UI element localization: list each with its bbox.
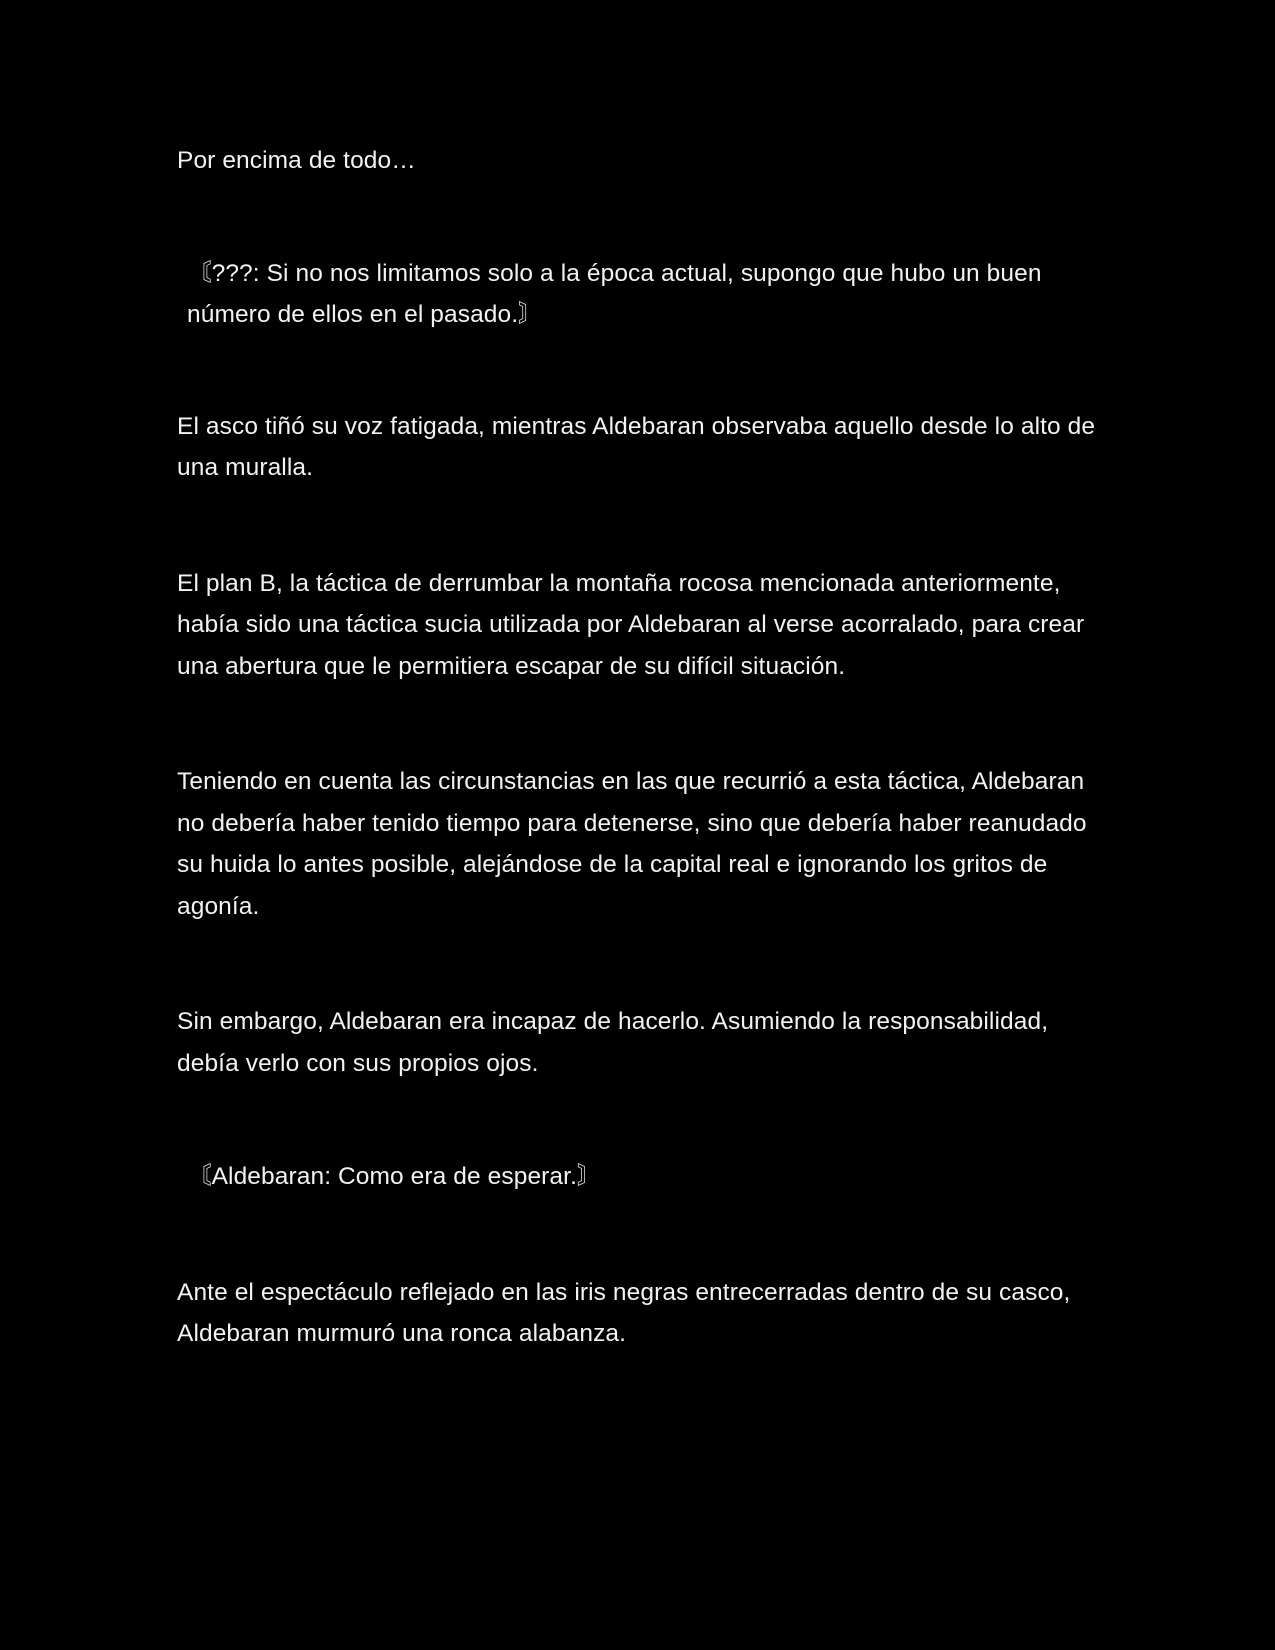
paragraph-4: Teniendo en cuenta las circunstancias en las que recurrió a esta táctica, Aldebaran no debería haber tenido tiempo para detenerse, sino que debería haber reanudado su huida lo antes posible, alejándose de la capital real e ignorando los gritos de agonía. (177, 768, 1087, 920)
paragraph-6: Ante el espectáculo reflejado en las iris negras entrecerradas dentro de su casco, Aldebaran murmuró una ronca alabanza. (177, 1278, 1071, 1347)
dialogue-aldebaran: 〘Aldebaran: Como era de esperar.〙 (187, 1163, 602, 1190)
document-body (177, 140, 1107, 1355)
paragraph-5: Sin embargo, Aldebaran era incapaz de hacerlo. Asumiendo la responsabilidad, debía verlo con sus propios ojos. (177, 1008, 1049, 1077)
paragraph-2: El asco tiñó su voz fatigada, mientras Aldebaran observaba aquello desde lo alto de una muralla. (177, 412, 1096, 481)
paragraph-1: Por encima de todo… (177, 147, 416, 174)
dialogue-unknown-speaker: 〘???: Si no nos limitamos solo a la época actual, supongo que hubo un buen número de ellos en el pasado.〙 (187, 259, 1042, 328)
paragraph-3: El plan B, la táctica de derrumbar la montaña rocosa mencionada anteriormente, había sido una táctica sucia utilizada por Aldebaran al verse acorralado, para crear una abertura que le permitiera escapar de su difícil situación. (177, 569, 1085, 680)
